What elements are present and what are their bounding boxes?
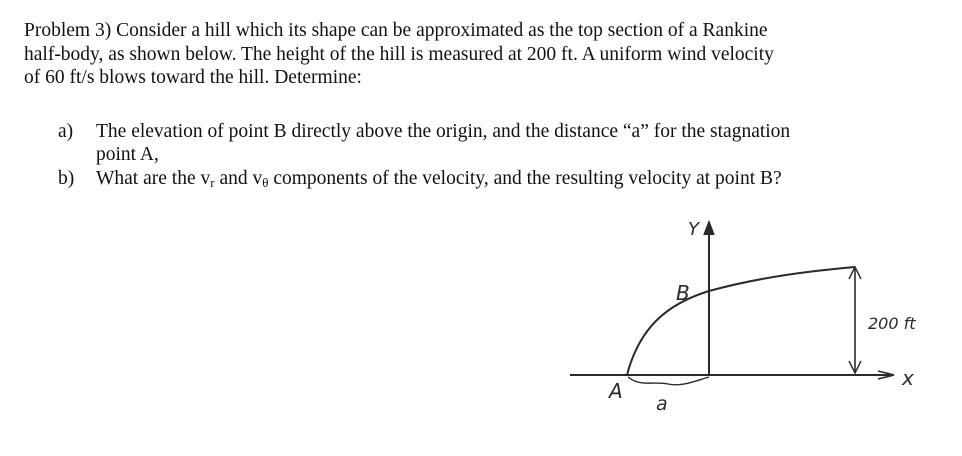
part-b-line [96, 167, 918, 194]
problem-line-3: of 60 ft/s blows toward the hill. Determine: [24, 67, 362, 88]
part-b-text-1: What are the v [96, 168, 211, 189]
y-axis-label: Y [688, 219, 699, 240]
distance-label: a [656, 393, 668, 415]
hill-curve [627, 267, 855, 375]
hill-diagram [560, 205, 960, 425]
part-a-marker: a) [58, 121, 74, 142]
part-a-line-2: point A, [96, 144, 159, 165]
problem-line-1: Problem 3) Consider a hill which its shape can be approximated as the top section of a Rankine [24, 20, 768, 41]
height-label: 200 ft [868, 314, 916, 333]
point-b-label: B [676, 281, 690, 305]
hill-figure [560, 205, 960, 430]
part-b-text-2: and v [214, 168, 263, 189]
vr-subscript: r [210, 175, 215, 190]
vtheta-subscript: θ [262, 175, 269, 190]
part-a [58, 120, 918, 166]
y-axis-arrow [704, 222, 714, 235]
distance-brace [628, 377, 709, 385]
part-b-marker: b) [58, 168, 75, 189]
question-parts [58, 120, 918, 194]
part-b [58, 167, 918, 194]
part-b-text-3: components of the velocity, and the resulting velocity at point B? [268, 168, 782, 189]
problem-statement [24, 19, 894, 90]
part-a-line-1: The elevation of point B directly above the origin, and the distance “a” for the stagnation [96, 121, 791, 142]
x-axis-label: x [902, 366, 914, 390]
point-a-label: A [609, 379, 623, 403]
problem-line-2: half-body, as shown below. The height of the hill is measured at 200 ft. A uniform wind velocity [24, 43, 774, 65]
